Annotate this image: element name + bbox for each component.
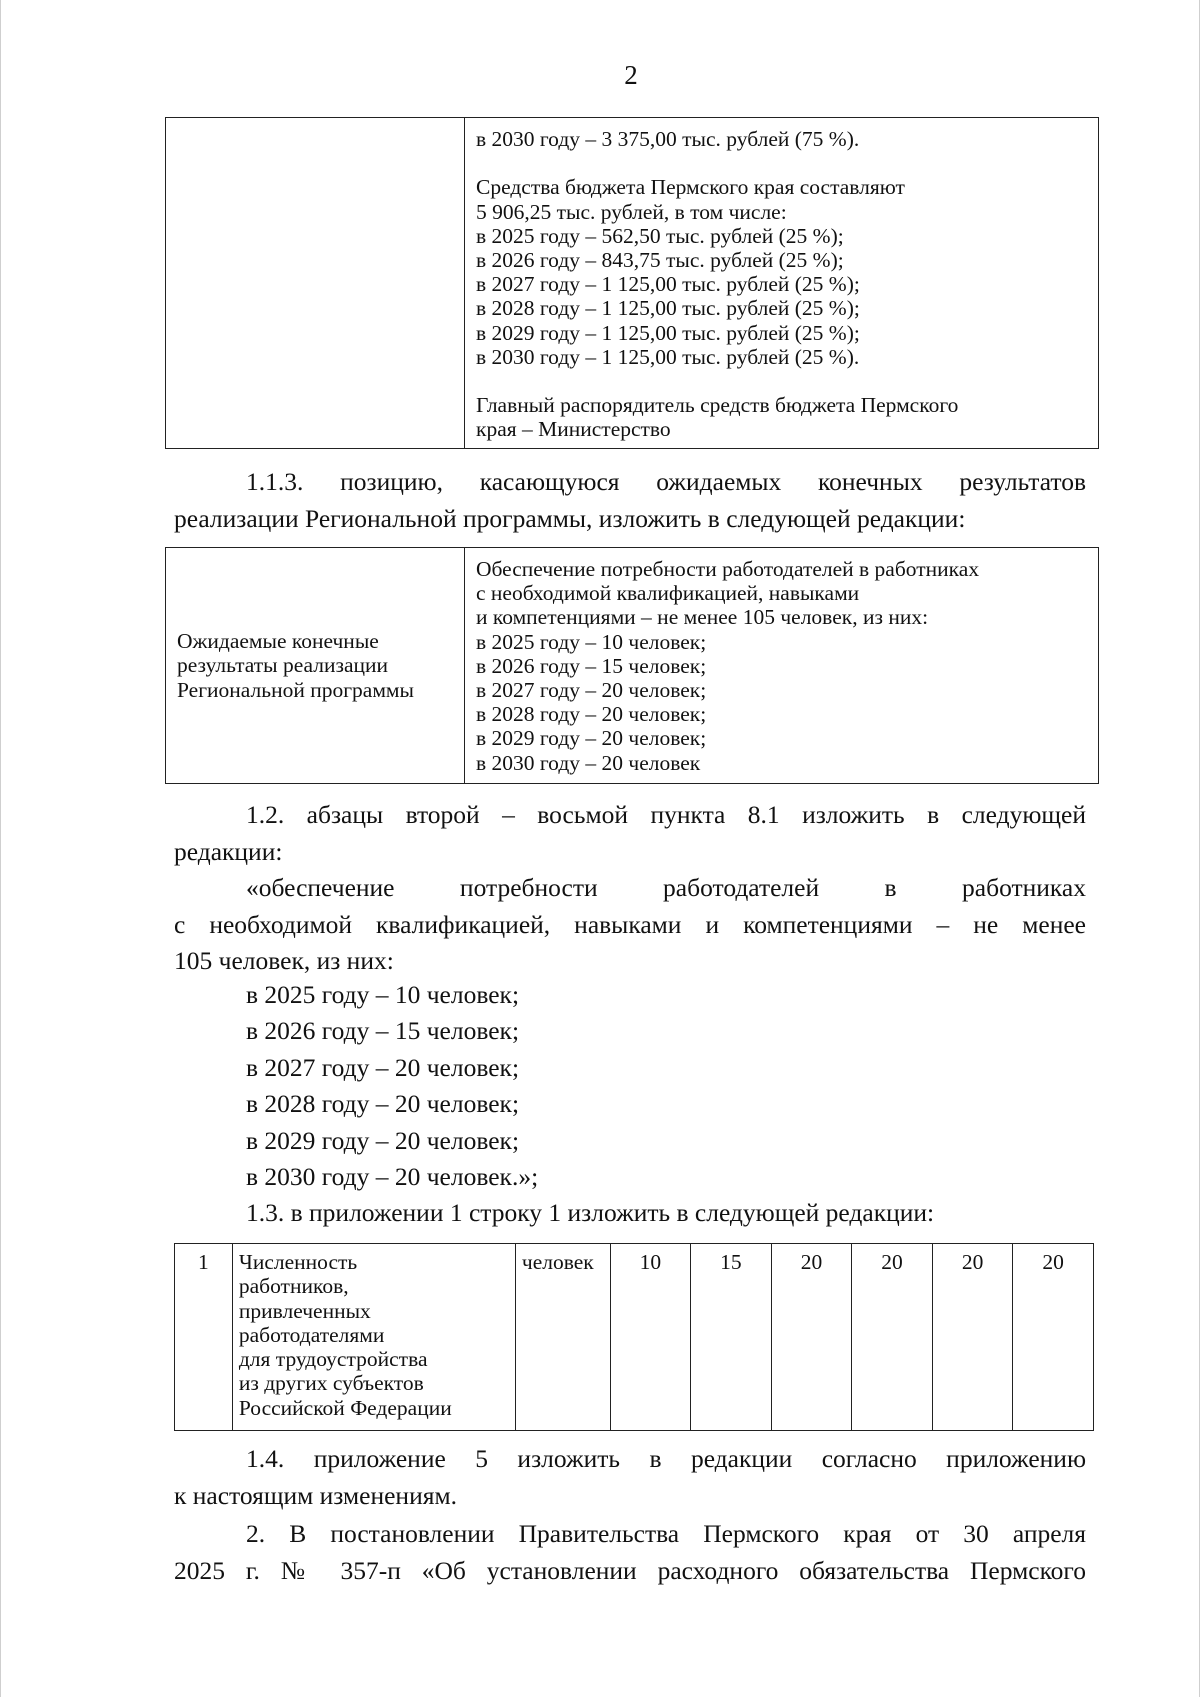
row-number-cell: 1 xyxy=(175,1244,233,1431)
year-line: в 2029 году – 20 человек; xyxy=(246,1125,520,1155)
results-line: Обеспечение потребности работодателей в работниках xyxy=(476,557,980,581)
paragraph-line: к настоящим изменениям. xyxy=(174,1480,457,1510)
table-row xyxy=(175,1244,1094,1431)
results-label-line: Региональной программы xyxy=(177,677,414,702)
value-cell-2030: 20 xyxy=(1013,1244,1094,1431)
indicator-name-cell xyxy=(232,1244,515,1431)
results-line: в 2030 году – 20 человек xyxy=(476,750,701,775)
paragraph-1-4 xyxy=(174,1441,1086,1514)
results-table-label-cell xyxy=(166,548,465,784)
budget-line: в 2026 году – 843,75 тыс. рублей (25 %); xyxy=(476,248,844,272)
results-line: и компетенциями – не менее 105 человек, из них: xyxy=(476,605,929,630)
indicator-name-line: Численность xyxy=(238,1250,358,1274)
budget-line: в 2029 году – 1 125,00 тыс. рублей (25 %); xyxy=(476,320,860,345)
table-row xyxy=(166,118,1099,449)
budget-table xyxy=(165,117,1099,449)
paragraph-2 xyxy=(174,1516,1086,1589)
budget-lines xyxy=(465,118,1098,448)
table-row xyxy=(166,548,1099,784)
spacer xyxy=(476,151,1088,175)
results-line: в 2029 году – 20 человек; xyxy=(476,726,707,751)
budget-line: в 2028 году – 1 125,00 тыс. рублей (25 %); xyxy=(476,296,860,321)
paragraph-line: 105 человек, из них: xyxy=(174,946,394,975)
paragraph-line: 2. В постановлении Правительства Пермского края от 30 апреля xyxy=(246,1519,1086,1548)
paragraph-line: 1.1.3. позицию, касающуюся ожидаемых конечных результатов xyxy=(246,467,1086,496)
budget-line: в 2030 году – 3 375,00 тыс. рублей (75 %). xyxy=(476,127,860,151)
budget-line: Главный распорядитель средств бюджета Пермского xyxy=(476,393,959,418)
year-line: в 2028 году – 20 человек; xyxy=(246,1089,520,1119)
spacer xyxy=(476,369,1088,393)
results-lines xyxy=(465,548,1098,781)
value-cell-2027: 20 xyxy=(771,1244,852,1431)
results-line: в 2026 году – 15 человек; xyxy=(476,653,707,678)
paragraph-line: 1.2. абзацы второй – восьмой пункта 8.1 изложить в следующей xyxy=(246,800,1086,829)
paragraph-line: редакции: xyxy=(174,836,283,866)
page-number: 2 xyxy=(624,60,638,90)
results-line: в 2028 году – 20 человек; xyxy=(476,702,707,727)
indicator-name-line: работодателями xyxy=(238,1322,385,1347)
paragraph-line: 1.4. приложение 5 изложить в редакции согласно приложению xyxy=(246,1444,1086,1473)
paragraph-1-3: 1.3. в приложении 1 строку 1 изложить в следующей редакции: xyxy=(246,1198,935,1227)
value-cell-2028: 20 xyxy=(852,1244,933,1431)
indicator-name-line: из других субъектов xyxy=(238,1371,424,1396)
paragraph-line: «обеспечение потребности работодателей в работниках xyxy=(246,873,1086,902)
results-line: в 2025 году – 10 человек; xyxy=(476,629,707,654)
paragraph-line: с необходимой квалификацией, навыками и компетенциями – не менее xyxy=(174,909,1086,939)
budget-line: Средства бюджета Пермского края составляют xyxy=(476,175,905,200)
indicator-name-line: Российской Федерации xyxy=(238,1395,452,1420)
value-cell-2025: 10 xyxy=(610,1244,691,1431)
results-table-content-cell xyxy=(465,548,1099,784)
indicator-name-line: привлеченных xyxy=(238,1298,371,1323)
indicator-table xyxy=(174,1243,1094,1431)
results-label-line: результаты реализации xyxy=(177,653,389,678)
results-line: с необходимой квалификацией, навыками xyxy=(476,581,860,606)
year-line: в 2026 году – 15 человек; xyxy=(246,1016,520,1046)
year-line: в 2030 году – 20 человек.»; xyxy=(246,1162,539,1191)
budget-line: в 2027 году – 1 125,00 тыс. рублей (25 %); xyxy=(476,272,860,297)
year-line: в 2025 году – 10 человек; xyxy=(246,980,520,1009)
budget-line: в 2025 году – 562,50 тыс. рублей (25 %); xyxy=(476,223,844,248)
results-line: в 2027 году – 20 человек; xyxy=(476,678,707,703)
value-cell-2026: 15 xyxy=(691,1244,772,1431)
results-table xyxy=(165,547,1099,784)
budget-table-label-cell xyxy=(166,118,465,449)
results-label-line: Ожидаемые конечные xyxy=(177,629,379,654)
budget-line: в 2030 году – 1 125,00 тыс. рублей (25 %). xyxy=(476,344,860,369)
indicator-name-line: работников, xyxy=(238,1274,349,1299)
budget-line: края – Министерство xyxy=(476,417,671,442)
results-label-lines xyxy=(166,629,464,702)
indicator-name-lines xyxy=(239,1250,511,1420)
budget-table-content-cell xyxy=(465,118,1099,449)
unit-cell: человек xyxy=(515,1244,610,1431)
paragraph-line: 2025 г. № 357-п «Об установлении расходного обязательства Пермского xyxy=(174,1555,1086,1585)
budget-line: 5 906,25 тыс. рублей, в том числе: xyxy=(476,199,787,224)
indicator-name-line: для трудоустройства xyxy=(238,1347,428,1372)
year-line: в 2027 году – 20 человек; xyxy=(246,1052,520,1082)
paragraph-line: реализации Региональной программы, изложить в следующей редакции: xyxy=(174,503,966,533)
paragraph-1-2 xyxy=(174,797,1086,980)
paragraph-1-1-3 xyxy=(174,464,1086,537)
value-cell-2029: 20 xyxy=(932,1244,1013,1431)
